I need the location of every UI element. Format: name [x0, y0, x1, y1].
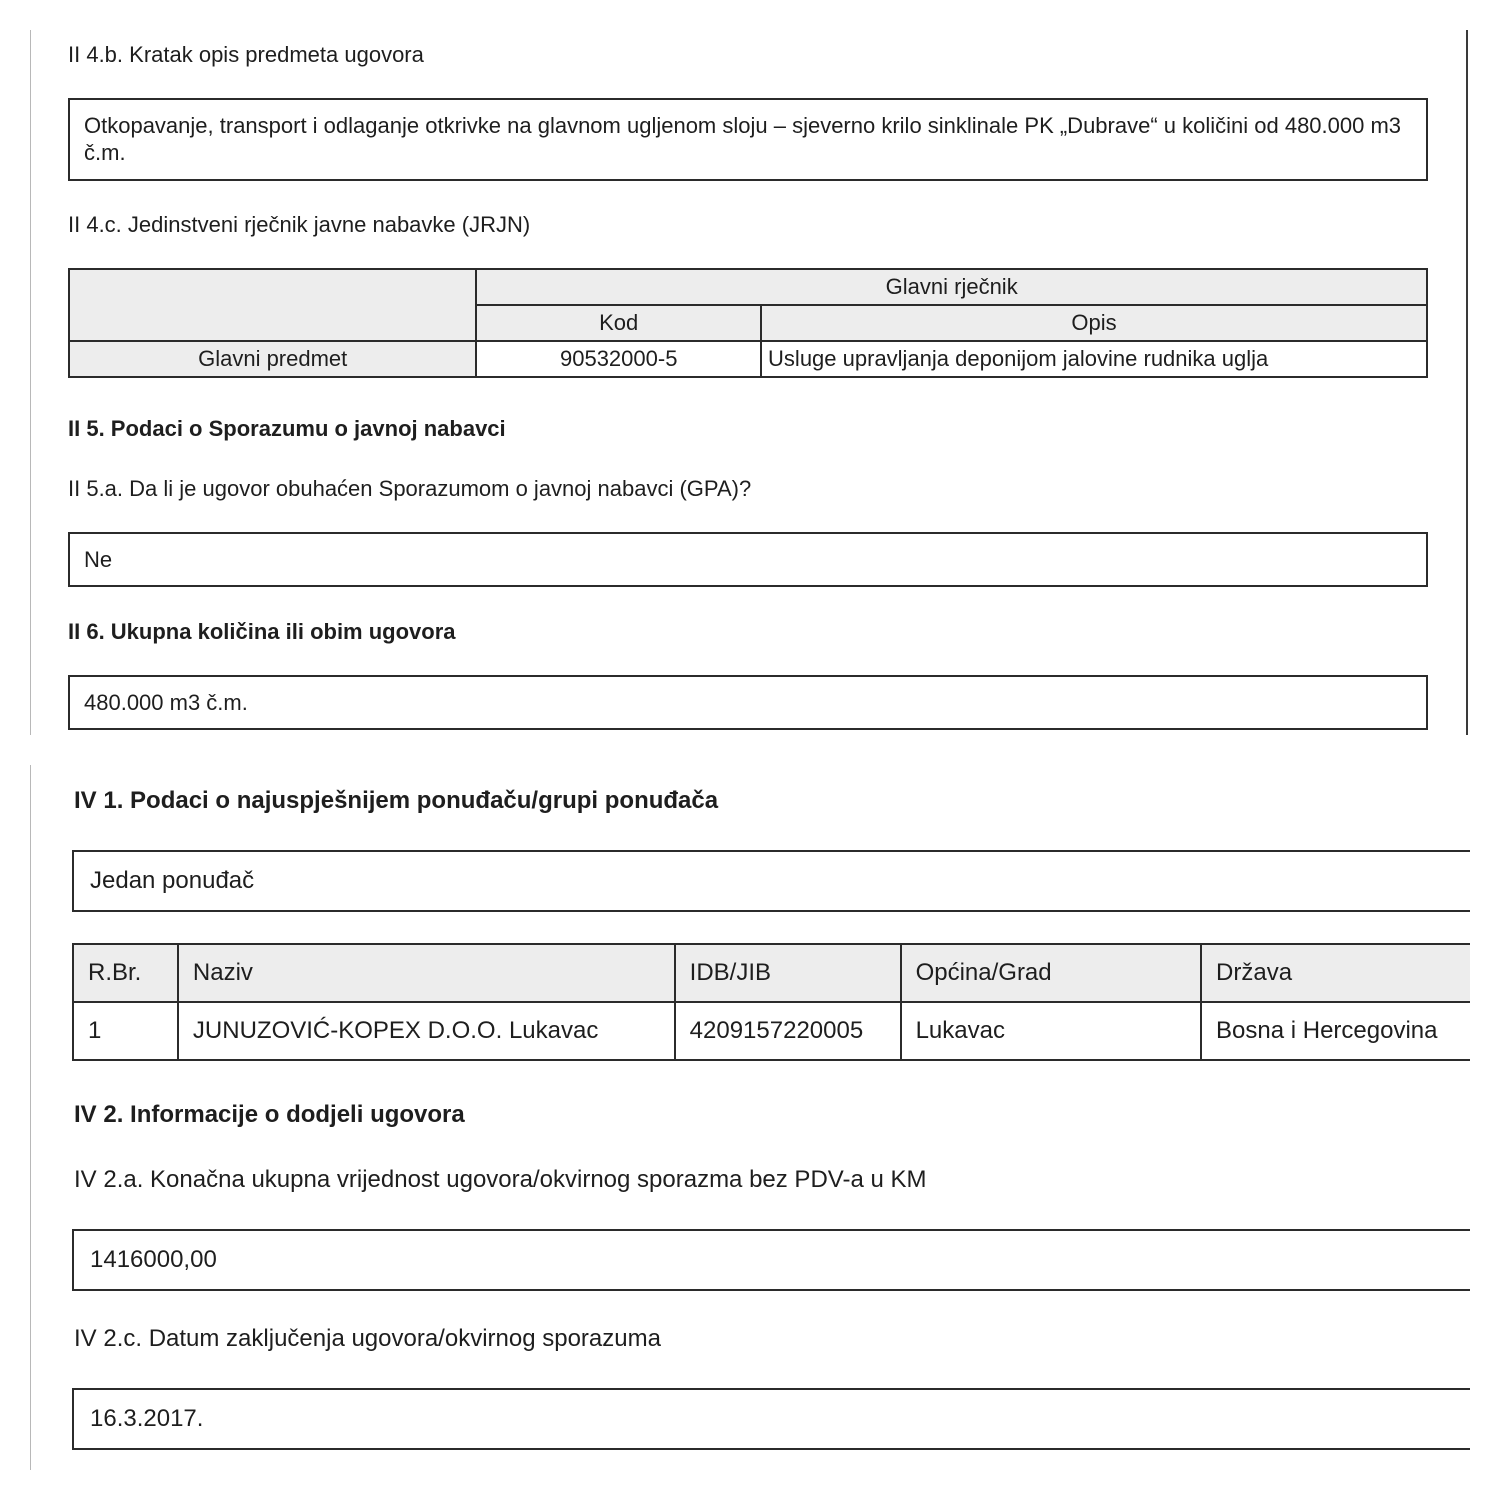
total-quantity-value: 480.000 m3 č.m.	[84, 690, 248, 715]
section-heading-2-4c: II 4.c. Jedinstveni rječnik javne nabavke (JRJN)	[68, 212, 531, 237]
page-edge-right	[1466, 30, 1468, 735]
col-header-opcina-grad: Općina/Grad	[901, 944, 1201, 1002]
page-edge-left	[30, 30, 31, 735]
table-row	[73, 1002, 1470, 1060]
short-description-box	[68, 98, 1428, 181]
contract-date-value: 16.3.2017.	[90, 1405, 204, 1432]
jrjn-group-header: Glavni rječnik	[476, 269, 1427, 305]
col-header-idb-jib: IDB/JIB	[675, 944, 901, 1002]
bidder-table-header-row	[73, 944, 1470, 1002]
section-heading-4-2c: IV 2.c. Datum zaključenja ugovora/okvirnog sporazuma	[74, 1325, 661, 1352]
cell-naziv: JUNUZOVIĆ-KOPEX D.O.O. Lukavac	[178, 1002, 675, 1060]
document-excerpt-part-2	[30, 765, 1470, 1470]
cell-opcina-grad: Lukavac	[901, 1002, 1201, 1060]
jrjn-row-opis: Usluge upravljanja deponijom jalovine rudnika uglja	[761, 341, 1427, 377]
col-header-rbr: R.Br.	[73, 944, 178, 1002]
bidder-table	[72, 943, 1470, 1061]
jrjn-table	[68, 268, 1428, 378]
section-heading-4-1: IV 1. Podaci o najuspješnijem ponuđaču/grupi ponuđača	[74, 787, 719, 814]
bidder-type-value: Jedan ponuđač	[90, 867, 255, 894]
gpa-answer-value: Ne	[84, 547, 113, 572]
section-heading-2-5: II 5. Podaci o Sporazumu o javnoj nabavci	[68, 416, 506, 441]
cell-drzava: Bosna i Hercegovina	[1201, 1002, 1470, 1060]
cell-idb-jib: 4209157220005	[675, 1002, 901, 1060]
contract-value: 1416000,00	[90, 1246, 217, 1273]
jrjn-row-kod: 90532000-5	[476, 341, 761, 377]
jrjn-row-label: Glavni predmet	[69, 341, 476, 377]
section-heading-2-4b: II 4.b. Kratak opis predmeta ugovora	[68, 42, 424, 67]
document-excerpt-part-1	[30, 30, 1470, 735]
section-heading-2-6: II 6. Ukupna količina ili obim ugovora	[68, 619, 456, 644]
jrjn-col-kod: Kod	[476, 305, 761, 341]
jrjn-empty-corner	[69, 269, 476, 341]
page-edge-left	[30, 765, 31, 1470]
section-heading-2-5a: II 5.a. Da li je ugovor obuhaćen Sporazumom o javnoj nabavci (GPA)?	[68, 476, 752, 501]
col-header-naziv: Naziv	[178, 944, 675, 1002]
gpa-answer-box	[68, 532, 1428, 587]
jrjn-col-opis: Opis	[761, 305, 1427, 341]
section-heading-4-2a: IV 2.a. Konačna ukupna vrijednost ugovora/okvirnog sporazma bez PDV-a u KM	[74, 1166, 927, 1193]
col-header-drzava: Država	[1201, 944, 1470, 1002]
short-description-text: Otkopavanje, transport i odlaganje otkrivke na glavnom ugljenom sloju – sjeverno krilo sinklinale PK „Dubrave“ u količini od 480.000 m3 č.m.	[84, 113, 1402, 165]
contract-value-box	[72, 1229, 1470, 1291]
contract-date-box	[72, 1388, 1470, 1450]
total-quantity-box	[68, 675, 1428, 730]
section-heading-4-2: IV 2. Informacije o dodjeli ugovora	[74, 1101, 465, 1128]
cell-rbr: 1	[73, 1002, 178, 1060]
bidder-type-box	[72, 850, 1470, 912]
